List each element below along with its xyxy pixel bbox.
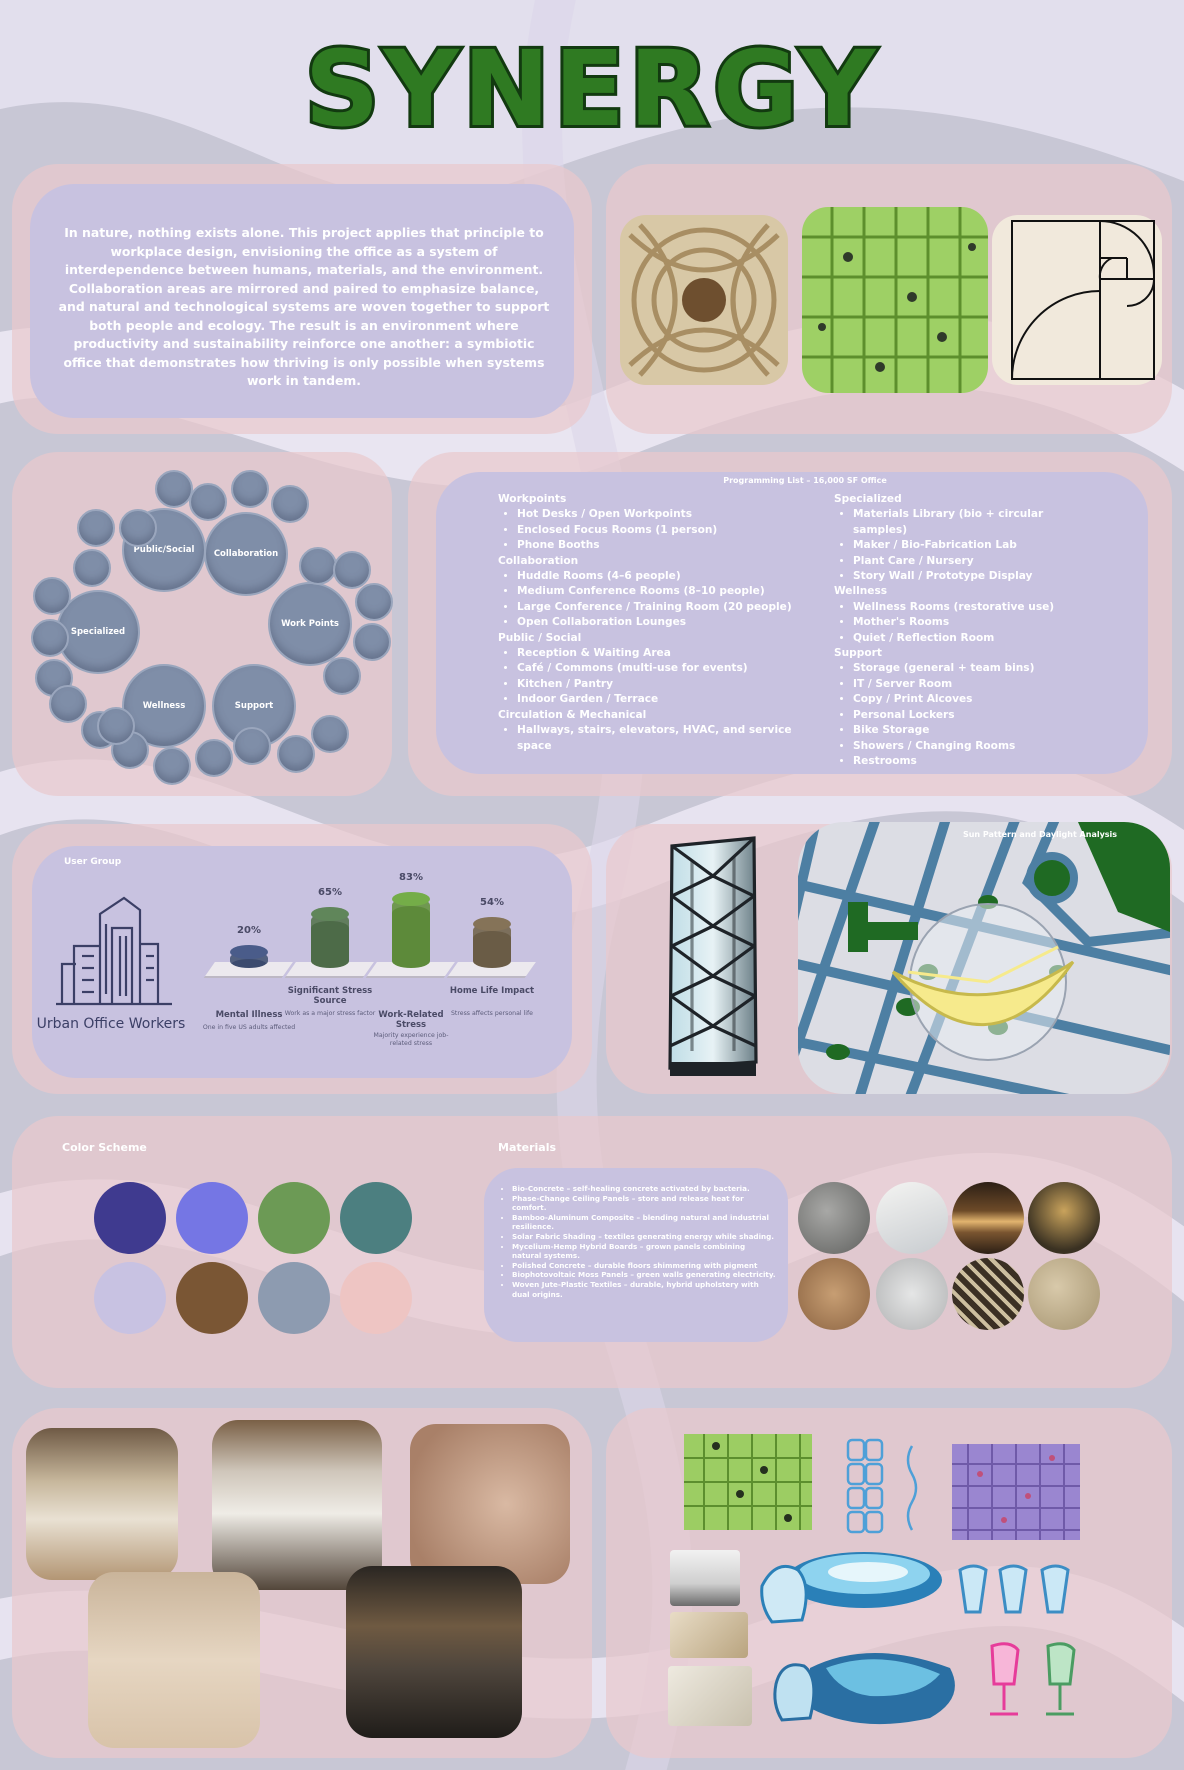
user-group-name: Urban Office Workers (36, 1016, 186, 1032)
small-bubble (333, 551, 371, 589)
chart-bar (311, 913, 349, 968)
material-item: • Solar Fabric Shading – textiles generating energy while shading. (512, 1232, 776, 1242)
material-item: • Polished Concrete – durable floors shimmering with pigment (512, 1261, 776, 1271)
bubble-work-points: Work Points (268, 582, 352, 666)
woven-bench-photo (670, 1612, 748, 1658)
small-bubble (97, 707, 135, 745)
program-item: • Large Conference / Training Room (20 people) (517, 600, 798, 615)
material-item: • Mycelium-Hemp Hybrid Boards – grown panels combining natural systems. (512, 1242, 776, 1261)
program-item: • Reception & Waiting Area (517, 646, 798, 661)
boardroom-photo (346, 1566, 522, 1738)
program-category-heading: Circulation & Mechanical (498, 708, 647, 721)
program-item: • Plant Care / Nursery (853, 554, 1064, 569)
diagrid-tower-image (664, 836, 764, 1078)
small-bubble (231, 470, 269, 508)
plant-cells-image (802, 207, 988, 393)
chart-bar (392, 898, 430, 968)
small-bubble (33, 577, 71, 615)
reception-desk-photo (88, 1572, 260, 1748)
chart-category-note: Work as a major stress factor (284, 1010, 376, 1017)
program-category-heading: Public / Social (498, 631, 582, 644)
program-item: • Hallways, stairs, elevators, HVAC, and service space (517, 723, 798, 754)
bubble-support: Support (212, 664, 296, 748)
lattice-sculpture-image (620, 215, 788, 385)
small-bubble (73, 549, 111, 587)
program-category-heading: Wellness (834, 585, 888, 598)
color-swatch (176, 1182, 248, 1254)
small-bubble (353, 623, 391, 661)
chart-category-label: Mental Illness (215, 1010, 283, 1020)
program-item: • Showers / Changing Rooms (853, 739, 1064, 754)
program-item: • Enclosed Focus Rooms (1 person) (517, 523, 798, 538)
program-item: • Kitchen / Pantry (517, 677, 798, 692)
material-mycelium-hemp-sample (798, 1258, 870, 1330)
color-swatch (176, 1262, 248, 1334)
city-buildings-icon (54, 884, 174, 1008)
program-item: • Open Collaboration Lounges (517, 615, 798, 630)
material-bio-concrete-sample (798, 1182, 870, 1254)
program-item: • Café / Commons (multi-use for events) (517, 661, 798, 676)
program-item: • Huddle Rooms (4–6 people) (517, 569, 798, 584)
program-category-list (498, 646, 798, 708)
intro-text: In nature, nothing exists alone. This project applies that principle to workplace design, envisioning the office as a system of interdependence between humans, materials, and the environment. Collaboration areas are mirrored and paired to emphasize balance, and natural and technological systems are woven together to support both people and ecology. The result is an environment where productivity and sustainability reinforce one another: a symbiotic office that demonstrates how thriving is only possible when systems work in tandem. (58, 225, 550, 388)
small-bubble (277, 735, 315, 773)
bubble-public-social: Public/Social (122, 508, 206, 592)
program-category-list (498, 569, 798, 631)
material-moss-panel-sample (952, 1258, 1024, 1330)
small-bubble (153, 747, 191, 785)
colored-chairs-render (984, 1640, 1094, 1720)
blue-bench-furniture-render (770, 1638, 966, 1730)
program-item: • Quiet / Reflection Room (853, 631, 1064, 646)
material-item: • Bamboo-Aluminum Composite – blending natural and industrial resilience. (512, 1213, 776, 1232)
small-bubble (195, 739, 233, 777)
color-swatch (258, 1262, 330, 1334)
small-bubble (323, 657, 361, 695)
program-item: • Wellness Rooms (restorative use) (853, 600, 1064, 615)
golden-spiral-image (992, 215, 1162, 385)
chart-category-note: Stress affects personal life (451, 1010, 533, 1017)
program-item: • Restrooms (853, 754, 1064, 769)
material-item: • Biophotovoltaic Moss Panels – green walls generating electricity. (512, 1270, 776, 1280)
program-item: • Indoor Garden / Terrace (517, 692, 798, 707)
small-bubble (299, 547, 337, 585)
blue-cells-pattern-image (844, 1436, 924, 1536)
material-polished-concrete-sample (876, 1258, 948, 1330)
material-item: • Woven Jute-Plastic Textiles – durable, hybrid upholstery with dual origins. (512, 1280, 776, 1299)
small-bubble (233, 727, 271, 765)
program-item: • Personal Lockers (853, 708, 1064, 723)
blue-stools-render (954, 1560, 1078, 1620)
material-solar-fabric-sample (1028, 1182, 1100, 1254)
program-category-heading: Collaboration (498, 554, 579, 567)
program-item: • Mother's Rooms (853, 615, 1064, 630)
open-office-photo (26, 1428, 178, 1580)
color-swatch (340, 1262, 412, 1334)
program-item: • Materials Library (bio + circular samples) (853, 507, 1064, 538)
small-bubble (155, 470, 193, 508)
program-category-list (498, 507, 798, 553)
color-scheme-label: Color Scheme (62, 1141, 147, 1154)
program-item: • Story Wall / Prototype Display (853, 569, 1064, 584)
programming-right-column (834, 492, 1064, 769)
bubble-wellness: Wellness (122, 664, 206, 748)
chart-category-note: Majority experience job-related stress (373, 1032, 449, 1047)
moss-table-photo (670, 1550, 740, 1606)
small-bubble (189, 483, 227, 521)
program-item: • IT / Server Room (853, 677, 1064, 692)
program-category-list (834, 507, 1064, 584)
materials-label: Materials (498, 1141, 557, 1154)
user-group-label: User Group (64, 857, 122, 867)
program-item: • Hot Desks / Open Workpoints (517, 507, 798, 522)
lattice-chair-photo (668, 1666, 752, 1726)
poster-title: SYNERGY (304, 28, 880, 150)
color-swatch (94, 1262, 166, 1334)
program-item: • Copy / Print Alcoves (853, 692, 1064, 707)
site-map-image (798, 822, 1170, 1094)
chart-category-label: Work-Related Stress (378, 1010, 444, 1030)
small-bubble (271, 485, 309, 523)
small-bubble (311, 715, 349, 753)
program-item: • Storage (general + team bins) (853, 661, 1064, 676)
program-item: • Medium Conference Rooms (8–10 people) (517, 584, 798, 599)
chart-category-label: Significant Stress Source (287, 986, 373, 1006)
program-category-list (834, 661, 1064, 769)
bubble-collaboration: Collaboration (204, 512, 288, 596)
color-swatch (340, 1182, 412, 1254)
chart-category-label: Home Life Impact (449, 986, 535, 996)
program-item: • Phone Booths (517, 538, 798, 553)
materials-list (498, 1184, 776, 1299)
purple-cells-pattern-image (952, 1444, 1080, 1540)
blue-lounge-furniture-render (756, 1546, 944, 1630)
material-bamboo-aluminum-sample (952, 1182, 1024, 1254)
meeting-room-photo (212, 1420, 382, 1590)
material-item: • Phase-Change Ceiling Panels – store and release heat for comfort. (512, 1194, 776, 1213)
bubble-specialized: Specialized (56, 590, 140, 674)
color-swatch (94, 1182, 166, 1254)
program-category-heading: Specialized (834, 493, 902, 505)
sun-analysis-title: Sun Pattern and Daylight Analysis (962, 830, 1118, 839)
small-bubble (77, 509, 115, 547)
chart-bar-top (473, 917, 511, 931)
material-jute-textile-sample (1028, 1258, 1100, 1330)
program-category-list (834, 600, 1064, 646)
small-bubble (49, 685, 87, 723)
color-swatch (258, 1182, 330, 1254)
programming-title: Programming List – 16,000 SF Office (723, 476, 887, 485)
small-bubble (31, 619, 69, 657)
program-category-list (498, 723, 798, 754)
small-bubble (355, 583, 393, 621)
material-ceiling-panel-sample (876, 1182, 948, 1254)
chart-category-note: One in five US adults affected (202, 1024, 296, 1031)
material-item: • Bio-Concrete – self-healing concrete activated by bacteria. (512, 1184, 776, 1194)
chart-bar-value-label: 54% (480, 896, 504, 908)
chart-bar-value-label: 83% (399, 872, 423, 884)
program-item: • Maker / Bio-Fabrication Lab (853, 538, 1064, 553)
program-item: • Bike Storage (853, 723, 1064, 738)
program-category-heading: Workpoints (498, 493, 567, 505)
curved-corridor-photo (410, 1424, 570, 1584)
program-category-heading: Support (834, 647, 882, 660)
chart-bar-value-label: 65% (318, 887, 342, 899)
green-cells-pattern-image (684, 1434, 812, 1530)
chart-bar-value-label: 20% (237, 925, 261, 937)
small-bubble (119, 509, 157, 547)
programming-left-column (498, 492, 798, 754)
